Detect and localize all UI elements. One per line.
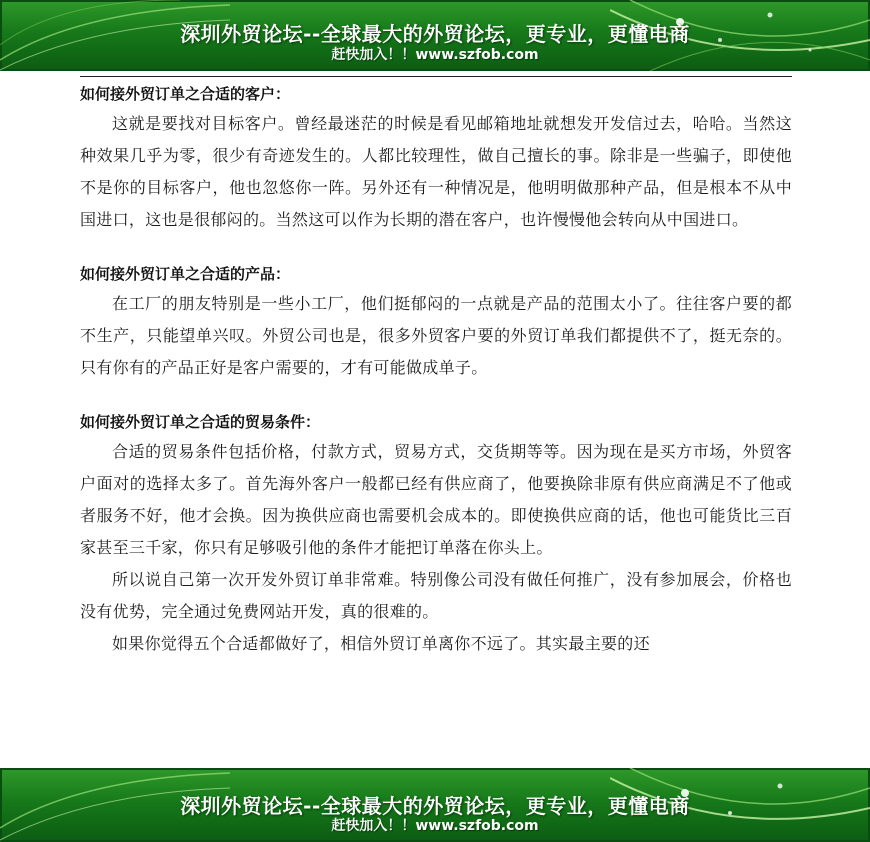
- divider: [80, 76, 792, 77]
- section-trade-terms: [80, 408, 792, 660]
- section-heading: 如何接外贸订单之合适的贸易条件：: [80, 413, 321, 431]
- banner-title: 深圳外贸论坛--全球最大的外贸论坛，更专业，更懂电商: [180, 22, 690, 46]
- paragraph: 所以说自己第一次开发外贸订单非常难。特别像公司没有做任何推广，没有参加展会，价格也没有优势，完全通过免费网站开发，真的很难的。: [80, 570, 792, 621]
- section-heading: 如何接外贸订单之合适的客户：: [80, 85, 291, 103]
- paragraph: 如果你觉得五个合适都做好了，相信外贸订单离你不远了。其实最主要的还: [112, 634, 650, 653]
- section-product: [80, 260, 792, 384]
- top-banner: [0, 0, 870, 71]
- banner-subtitle[interactable]: 赶快加入！！www.szfob.com: [331, 47, 539, 63]
- article-body: [80, 80, 792, 660]
- section-heading: 如何接外贸订单之合适的产品：: [80, 265, 291, 283]
- banner-subtitle[interactable]: 赶快加入！！www.szfob.com: [331, 818, 539, 834]
- paragraph: 这就是要找对目标客户。曾经最迷茫的时候是看见邮箱地址就想发开发信过去，哈哈。当然这种效果几乎为零，很少有奇迹发生的。人都比较理性，做自己擅长的事。除非是一些骗子，即使他不是你的目标客户，他也忽悠你一阵。另外还有一种情况是，他明明做那种产品，但是根本不从中国进口，这也是很郁闷的。当然这可以作为长期的潜在客户，也许慢慢他会转向从中国进口。: [80, 114, 792, 229]
- bottom-banner: [0, 768, 870, 842]
- banner-title: 深圳外贸论坛--全球最大的外贸论坛，更专业，更懂电商: [180, 794, 690, 818]
- paragraph: 合适的贸易条件包括价格，付款方式，贸易方式，交货期等等。因为现在是买方市场，外贸客户面对的选择太多了。首先海外客户一般都已经有供应商了，他要换除非原有供应商满足不了他或者服务不好，他才会换。因为换供应商也需要机会成本的。即使换供应商的话，他也可能货比三百家甚至三千家，你只有足够吸引他的条件才能把订单落在你头上。: [80, 442, 792, 557]
- paragraph: 在工厂的朋友特别是一些小工厂，他们挺郁闷的一点就是产品的范围太小了。往往客户要的都不生产，只能望单兴叹。外贸公司也是，很多外贸客户要的外贸订单我们都提供不了，挺无奈的。只有你有的产品正好是客户需要的，才有可能做成单子。: [80, 294, 792, 377]
- section-customer: [80, 80, 792, 236]
